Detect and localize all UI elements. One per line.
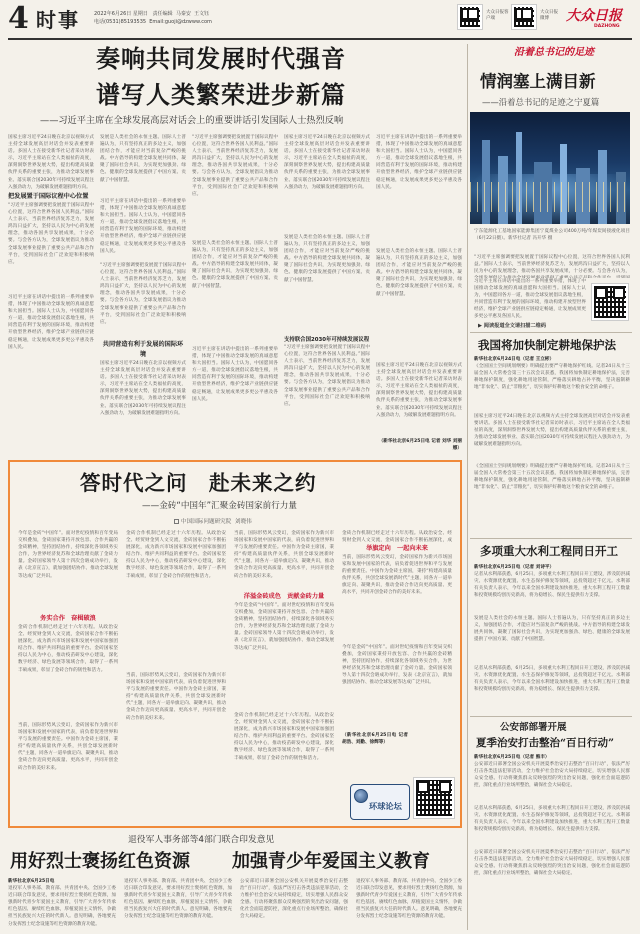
feature-paragraph: 金砖合作机制已经走过十六年历程。从政治安全、经贸财金到人文交流，金砖国家合作不断拓展深化，成为新兴市场国家和发展中国家加强团结合作、维护共同利益的重要平台。金砖国家坚持以人民为中心，推动疫苗研发中心建设，深化数字经济、绿色发展等领域合作，取得了一系列丰硕成果，彰显了金砖合作的韧性和活力。 xyxy=(18,625,118,673)
lead-title-line1: 奏响共同发展时代强音 xyxy=(96,44,346,73)
issue-date: 2022年6月26日 星期日 xyxy=(94,11,148,17)
feature-deck: ——金砖“中国年”汇聚金砖国家前行力量 xyxy=(142,501,297,511)
story3-dateline: 新华社北京6月25日电（记者 熊丰） xyxy=(474,755,550,760)
masthead-meta xyxy=(94,10,212,26)
column-read-more-link[interactable]: ▶ 阅读报道全文请扫描二维码 xyxy=(478,323,547,329)
feature-paragraph: 当前，国际形势风云变幻，金砖国家作为新兴市场国家和发展中国家的代表，肩负着促进世界和平与发展的重要责任。中国作为金砖主席国，秉持“构建高质量伙伴关系，共创全球发展新时代”主题，同各方一道举旗定向、凝聚共识，推动金砖合作迈向更高质量、更高水平，共同开创金砖合作的美好未来。 xyxy=(18,723,118,771)
lead-paragraph: 国家主席习近平24日晚在北京以视频方式主持全球发展高层对话会并发表重要讲话。多国人士在接受新华社记者采访时表示，习近平主席站在全人类福祉的高度，深刻洞察世界发展大势，提出构建高质量伙伴关系的重要主张，为推动全球发展事业、落实联合国2030年可持续发展议程注入强劲动力，为破解发展难题指明方向。 xyxy=(376,363,462,418)
column-deck: ——沿着总书记的足迹之宁夏篇 xyxy=(482,97,600,107)
lead-column-5 xyxy=(376,134,462,454)
page-number: 4 xyxy=(8,1,29,36)
feature-paragraph: 今年是金砖“中国年”。面对世纪疫情和百年变局交织叠加，金砖国家秉持开放包容、合作共赢的金砖精神，坚持团结协作，持续深化各领域务实合作，为世界经济复苏和全球治理贡献了金砖力量。金砖国家领导人第十四次会晤成功举行，发表《北京宣言》，就加强团结协作、推动全球发展等达成广泛共识。 xyxy=(18,531,118,579)
app-label: 大众日报客户端 xyxy=(486,10,509,21)
lead-paragraph: 习近平主席在讲话中提出的一系列重要举措，体现了中国推动全球发展的真诚意愿和大国担当。国际人士认为，中国愿同各方一道，推动全球发展倡议落地生根，共同营造有利于发展的国际环境，推动构建开放型世界经济，维护全球产业链供应链稳定畅通，让发展成果更多更公平惠及各国人民。 xyxy=(8,295,94,350)
lead-byline: （新华社北京6月25日电 记者 刘华 刘丽娜） xyxy=(378,439,462,452)
story3-body xyxy=(474,754,630,930)
editor-label: 责任编辑 xyxy=(152,11,173,17)
story1-rule xyxy=(470,538,632,539)
lead-column-1 xyxy=(8,134,94,454)
column-qr-code[interactable] xyxy=(592,284,628,320)
column-rule xyxy=(470,332,632,333)
bottom-paragraph: 退役军人事务部、教育部、共青团中央、全国少工委近日联合印发意见，要求用好烈士褒扬红色资源，加强新时代青少年爱国主义教育，引导广大青少年传承红色基因、赓续红色血脉，厚植爱国主义情怀，争做担当民族复兴大任的时代新人。意见明确，各地要充分发挥烈士纪念设施等红色资源的教育功能。 xyxy=(356,879,462,920)
designer-name: 王文钰 xyxy=(194,11,210,17)
lead-paragraph: 习近平主席在讲话中提出的一系列重要举措，体现了中国推动全球发展的真诚意愿和大国担当。国际人士认为，中国愿同各方一道，推动全球发展倡议落地生根，共同营造有利于发展的国际环境，推动构建开放型世界经济，维护全球产业链供应链稳定畅通，让发展成果更多更公平惠及各国人民。 xyxy=(376,135,462,190)
feature-qr-code[interactable] xyxy=(414,778,454,818)
feature-paragraph: 当前，国际形势风云变幻，金砖国家作为新兴市场国家和发展中国家的代表，肩负着促进世界和平与发展的重要责任。中国作为金砖主席国，秉持“构建高质量伙伴关系，共创全球发展新时代”主题，同各方一道举旗定向、凝聚共识，推动金砖合作迈向更高质量、更高水平，共同开创金砖合作的美好未来。 xyxy=(126,673,226,721)
feature-column-3 xyxy=(234,530,334,822)
story2-paragraph: 记者从水利部获悉，6月25日，多项重大水利工程同日开工建设，涉及防洪减灾、水资源优化配置、水生态保护修复等领域，总投资超过千亿元。水利部有关负责人表示，今年以来全国水利建设加快推进，重大水利工程开工数量和投资规模均创历史新高，将为稳增长、保民生提供有力支撑。 xyxy=(474,666,630,693)
feature-title: 答时代之问 赴未来之约 xyxy=(80,471,317,495)
industrial-night-photo xyxy=(470,112,630,224)
bottom-column-2 xyxy=(124,878,232,932)
bottom-title-2: 加强青少年爱国主义教育 xyxy=(232,851,430,872)
feature-source-name: 中国国际问题研究院 xyxy=(181,519,232,525)
feature-subhead-3: 举旗定向 一起向未来 xyxy=(366,545,428,552)
source-icon xyxy=(174,519,179,524)
feature-paragraph: 当前，国际形势风云变幻，金砖国家作为新兴市场国家和发展中国家的代表，肩负着促进世界和平与发展的重要责任。中国作为金砖主席国，秉持“构建高质量伙伴关系，共创全球发展新时代”主题，同各方一道举旗定向、凝聚共识，推动金砖合作迈向更高质量、更高水平，共同开创金砖合作的美好未来。 xyxy=(342,555,452,596)
story3-title: 夏季治安打击整治“百日行动” xyxy=(476,737,615,749)
lead-subhead-1: 把发展置于国际议程中心位置 xyxy=(8,193,89,200)
lead-subhead-2: 共同营造有利于发展的国际环境 xyxy=(102,341,184,358)
lead-subhead-3: 支持联合国2030年可持续发展议程 xyxy=(284,337,370,343)
lead-paragraph: 发展是人类社会的永恒主题。国际人士普遍认为，只有坚持真正的多边主义，加强团结合作，才能应对当前复杂严峻的挑战。中方倡导的构建全球发展共同体，凝聚了国际社会共识，为实现更加强劲、绿色、健康的全球发展提供了中国方案、贡献了中国智慧。 xyxy=(284,235,370,283)
story1-body xyxy=(474,356,630,532)
lead-deck: ——习近平主席在全球发展高层对话会上的重要讲话引发国际人士热烈反响 xyxy=(40,115,344,126)
feature-column-1 xyxy=(18,530,118,822)
feature-paragraph: 金砖合作机制已经走过十六年历程。从政治安全、经贸财金到人文交流，金砖国家合作不断拓展深化，成为新兴市场国家和发展中国家加强团结合作、维护共同利益的重要平台。金砖国家坚持以人民为中心，推动疫苗研发中心建设，深化数字经济、绿色发展等领域合作，取得了一系列丰硕成果，彰显了金砖合作的韧性和活力。 xyxy=(234,713,334,761)
masthead-rule xyxy=(8,38,632,40)
lead-paragraph: 发展是人类社会的永恒主题。国际人士普遍认为，只有坚持真正的多边主义，加强团结合作，才能应对当前复杂严峻的挑战。中方倡导的构建全球发展共同体，凝聚了国际社会共识，为实现更加强劲、绿色、健康的全球发展提供了中国方案、贡献了中国智慧。 xyxy=(192,241,278,289)
lead-column-2 xyxy=(100,134,186,454)
feature-subhead-1: 务实合作 奋楫破浪 xyxy=(40,615,96,622)
feature-subhead-4: 洋溢金砖成色 贡献金砖力量 xyxy=(243,593,325,600)
bottom-paragraph: 退役军人事务部、教育部、共青团中央、全国少工委近日联合印发意见，要求用好烈士褒扬红色资源，加强新时代青少年爱国主义教育，引导广大青少年传承红色基因、赓续红色血脉，厚植爱国主义情怀，争做担当民族复兴大任的时代新人。意见明确，各地要充分发挥烈士纪念设施等红色资源的教育功能。 xyxy=(8,886,116,927)
story3-paragraph: 公安部近日部署全国公安机关开展夏季治安打击整治“百日行动”，依法严厉打击各类违法犯罪活动，全力维护社会治安大局持续稳定，切实增强人民群众安全感。行动将聚焦群众反映强烈的突出治安问题，强化社会面巡逻防控，深化重点行业场所整治，确保社会大局稳定。 xyxy=(474,850,630,877)
column-title: 情润塞上满目新 xyxy=(480,72,596,91)
weibo-qr-code[interactable] xyxy=(512,5,536,29)
feature-paragraph: 金砖合作机制已经走过十六年历程。从政治安全、经贸财金到人文交流，金砖国家合作不断拓展深化，成 xyxy=(342,531,452,544)
story2-title: 多项重大水利工程同日开工 xyxy=(480,544,618,558)
bottom-dateline: 新华社北京6月25日电 xyxy=(8,879,55,884)
feature-paragraph: 当前，国际形势风云变幻，金砖国家作为新兴市场国家和发展中国家的代表，肩负着促进世界和平与发展的重要责任。中国作为金砖主席国，秉持“构建高质量伙伴关系，共创全球发展新时代”主题，同各方一道举旗定向、凝聚共识，推动金砖合作迈向更高质量、更高水平，共同开创金砖合作的美好未来。 xyxy=(234,531,334,579)
column-paragraph: “习近平主席强调要把发展置于国际议程中心位置，这符合世界各国人民利益。”国际人士表示，当前世界经济复苏乏力，发展鸿沟日益扩大，坚持以人民为中心的发展理念，推动各国共享发展成果，十分必要。与会各方认为， xyxy=(474,255,630,275)
lead-paragraph: 发展是人类社会的永恒主题。国际人士普遍认为，只有坚持真正的多边主义，加强团结合作，才能应对当前复杂严峻的挑战。中方倡导的构建全球发展共同体，凝聚了国际社会共识，为实现更加强劲、绿色、健康的全球发展提供了中国方案、贡献了中国智慧。 xyxy=(100,135,186,183)
photo-caption: 宁东能源化工基地国家能源集团宁夏煤业公司400万吨/年煤炭间接液化项目（6月22日摄）。新华社记者 冯开华 摄 xyxy=(474,229,630,242)
lead-column-3 xyxy=(192,134,278,454)
feature-seal-text: 环球论坛 xyxy=(369,801,402,811)
lead-paragraph: “习近平主席强调要把发展置于国际议程中心位置，这符合世界各国人民利益。”国际人士表示，当前世界经济复苏乏力，发展鸿沟日益扩大，坚持以人民为中心的发展理念，推动各国共享发展成果，十分必要。与会各方认为，全球发展倡议为推动全球发展事业提供了重要公共产品和合作平台，受到国际社会广泛欢迎和积极响应。 xyxy=(192,135,278,197)
lead-title-line2: 谱写人类繁荣进步新篇 xyxy=(96,80,346,109)
app-qr-code[interactable] xyxy=(458,5,482,29)
column-paragraph: 习近平主席在讲话中提出的一系列重要举措，体现了中国推动全球发展的真诚意愿和大国担当。国际人士认为，中国愿同各方一道，推动全球发展倡议落地生根，共同营造有利于发展的国际环境，推动构建开放型世界经济，维护全球产业链供应链稳定畅通，让发展成果更多更公平惠及各国人民。 xyxy=(474,279,586,320)
bottom-column-1 xyxy=(8,878,116,932)
feature-seal xyxy=(350,784,410,820)
newspaper-logo: 大众日报 xyxy=(566,8,622,24)
story1-paragraph: 《全国国土空间规划纲要》明确提出要严守耕地保护红线。记者24日从十三届全国人大常委会第三十五次会议获悉，我国将加快制定耕地保护法，完善耕地保护制度，强化耕地用途管制，严格落实耕地占补平衡，坚决遏制耕地“非农化”、防止“非粮化”，切实保护好耕地这个粮食安全的命根子。 xyxy=(474,364,630,391)
photo-lights xyxy=(470,182,630,212)
lead-paragraph: 国家主席习近平24日晚在北京以视频方式主持全球发展高层对话会并发表重要讲话。多国人士在接受新华社记者采访时表示，习近平主席站在全人类福祉的高度，深刻洞察世界发展大势，提出构建高质量伙伴关系的重要主张，为推动全球发展事业、落实联合国2030年可持续发展议程注入强劲动力，为破解发展难题指明方向。 xyxy=(284,135,370,190)
lead-paragraph: 国家主席习近平24日晚在北京以视频方式主持全球发展高层对话会并发表重要讲话。多国人士在接受新华社记者采访时表示，习近平主席站在全人类福祉的高度，深刻洞察世界发展大势，提出构建高质量伙伴关系的重要主张，为推动全球发展事业、落实联合国2030年可持续发展议程注入强劲动力，为破解发展难题指明方向。 xyxy=(8,135,94,190)
logo-en: DAZHONG xyxy=(594,24,620,29)
story2-body xyxy=(474,564,630,714)
lead-paragraph: 习近平主席在讲话中提出的一系列重要举措，体现了中国推动全球发展的真诚意愿和大国担当。国际人士认为，中国愿同各方一道，推动全球发展倡议落地生根，共同营造有利于发展的国际环境，推动构建开放型世界经济，维护全球产业链供应链稳定畅通，让发展成果更多更公平惠及各国人民。 xyxy=(100,199,186,254)
lead-column-4 xyxy=(284,134,370,454)
masthead xyxy=(0,0,640,40)
phone: 电话(0531)85193535 xyxy=(94,19,147,25)
feature-author: 刘晓伟 xyxy=(234,519,252,525)
story2-rule xyxy=(470,716,632,717)
feature-source xyxy=(174,517,252,525)
lead-paragraph: “习近平主席强调要把发展置于国际议程中心位置，这符合世界各国人民利益。”国际人士表示，当前世界经济复苏乏力，发展鸿沟日益扩大，坚持以人民为中心的发展理念，推动各国共享发展成果，十分必要。与会各方认为，全球发展倡议为推动全球发展事业提供了重要公共产品和合作平台，受到国际社会广泛欢迎和积极响应。 xyxy=(8,203,94,265)
column-badge: 沿着总书记的足迹 xyxy=(514,47,594,58)
story2-paragraph: 发展是人类社会的永恒主题。国际人士普遍认为，只有坚持真正的多边主义，加强团结合作，才能应对当前复杂严峻的挑战。中方倡导的构建全球发展共同体，凝聚了国际社会共识，为实现更加强劲、绿色、健康的全球发展提供了中国方案、贡献了中国智慧。 xyxy=(474,616,630,643)
bottom-paragraph: 公安部近日部署全国公安机关开展夏季治安打击整治“百日行动”，依法严厉打击各类违法犯罪活动，全力维护社会治安大局持续稳定，切实增强人民群众安全感。行动将聚焦群众反映强烈的突出治安问题，强化社会面巡逻防控，深化重点行业场所整治，确保社会大局稳定。 xyxy=(240,879,348,920)
story1-title: 我国将加快制定耕地保护法 xyxy=(478,338,616,352)
bottom-column-4 xyxy=(356,878,462,932)
story1-dateline: 新华社北京6月24日电（记者 王立彬） xyxy=(474,357,555,362)
email: Email:guoji@dzwww.com xyxy=(149,19,212,25)
bottom-paragraph: 退役军人事务部、教育部、共青团中央、全国少工委近日联合印发意见，要求用好烈士褒扬红色资源，加强新时代青少年爱国主义教育，引导广大青少年传承红色基因、赓续红色血脉，厚植爱国主义情怀，争做担当民族复兴大任的时代新人。意见明确，各地要充分发挥烈士纪念设施等红色资源的教育功能。 xyxy=(124,879,232,920)
section-name: 时事 xyxy=(36,8,80,32)
story3-paragraph: 公安部近日部署全国公安机关开展夏季治安打击整治“百日行动”，依法严厉打击各类违法犯罪活动，全力维护社会治安大局持续稳定，切实增强人民群众安全感。行动将聚焦群众反映强烈的突出治安问题，强化社会面巡逻防控，深化重点行业场所整治，确保社会大局稳定。 xyxy=(474,762,630,789)
lead-paragraph: “习近平主席强调要把发展置于国际议程中心位置，这符合世界各国人民利益。”国际人士表示，当前世界经济复苏乏力，发展鸿沟日益扩大，坚持以人民为中心的发展理念，推动各国共享发展成果，十分必要。与会各方认为，全球发展倡议为推动全球发展事业提供了重要公共产品和合作平台，受到国际社会广泛欢迎和积极响应。 xyxy=(284,345,370,407)
bottom-title-1: 用好烈士褒扬红色资源 xyxy=(10,851,190,872)
bottom-kicker: 退役军人事务部等4部门联合印发意见 xyxy=(128,835,275,845)
feature-paragraph: 今年是金砖“中国年”。面对世纪疫情和百年变局交织叠加，金砖国家秉持开放包容、合作共赢的金砖精神，坚持团结协作，持续深化各领域务实合作，为世界经济复苏和全球治理贡献了金砖力量。金砖国家领导人第十四次会晤成功举行，发表《北京宣言》，就加强团结协作、推动全球发展等达成广泛共识。 xyxy=(342,645,452,686)
lead-paragraph: 国家主席习近平24日晚在北京以视频方式主持全球发展高层对话会并发表重要讲话。多国人士在接受新华社记者采访时表示，习近平主席站在全人类福祉的高度，深刻洞察世界发展大势，提出构建高质量伙伴关系的重要主张，为推动全球发展事业、落实联合国2030年可持续发展议程注入强劲动力，为破解发展难题指明方向。 xyxy=(100,361,186,416)
lead-paragraph: 习近平主席在讲话中提出的一系列重要举措，体现了中国推动全球发展的真诚意愿和大国担当。国际人士认为，中国愿同各方一道，推动全球发展倡议落地生根，共同营造有利于发展的国际环境，推动构建开放型世界经济，维护全球产业链供应链稳定畅通，让发展成果更多更公平惠及各国人民。 xyxy=(192,347,278,402)
feature-column-2 xyxy=(126,530,226,822)
lead-paragraph: “习近平主席强调要把发展置于国际议程中心位置，这符合世界各国人民利益。”国际人士表示，当前世界经济复苏乏力，发展鸿沟日益扩大，坚持以人民为中心的发展理念，推动各国共享发展成果，十分必要。与会各方认为，全球发展倡议为推动全球发展事业提供了重要公共产品和合作平台，受到国际社会广泛欢迎和积极响应。 xyxy=(100,263,186,325)
story3-kicker: 公安部部署开展 xyxy=(500,722,567,733)
column-divider xyxy=(467,44,468,930)
feature-paragraph: 今年是金砖“中国年”。面对世纪疫情和百年变局交织叠加，金砖国家秉持开放包容、合作共赢的金砖精神，坚持团结协作，持续深化各领域务实合作，为世界经济复苏和全球治理贡献了金砖力量。金砖国家领导人第十四次会晤成功举行，发表《北京宣言》，就加强团结协作、推动全球发展等达成广泛共识。 xyxy=(234,603,334,651)
editor-name: 马秦安 xyxy=(175,11,191,17)
feature-box xyxy=(8,460,462,828)
bottom-column-3 xyxy=(240,878,348,932)
story1-paragraph: 《全国国土空间规划纲要》明确提出要严守耕地保护红线。记者24日从十三届全国人大常委会第三十五次会议获悉，我国将加快制定耕地保护法，完善耕地保护制度，强化耕地用途管制，严格落实耕地占补平衡，坚决遏制耕地“非农化”、防止“非粮化”，切实保护好耕地这个粮食安全的命根子。 xyxy=(474,464,630,491)
story2-dateline: 新华社北京6月25日电（记者 刘诗平） xyxy=(474,565,555,570)
story3-paragraph: 记者从水利部获悉，6月25日，多项重大水利工程同日开工建设，涉及防洪减灾、水资源优化配置、水生态保护修复等领域，总投资超过千亿元。水利部有关负责人表示，今年以来全国水利建设加快推进，重大水利工程开工数量和投资规模均创历史新高，将为稳增长、保民生提供有力支撑。 xyxy=(474,806,630,833)
weibo-label: 大众日报微博 xyxy=(540,10,558,21)
lead-paragraph: 发展是人类社会的永恒主题。国际人士普遍认为，只有坚持真正的多边主义，加强团结合作，才能应对当前复杂严峻的挑战。中方倡导的构建全球发展共同体，凝聚了国际社会共识，为实现更加强劲、绿色、健康的全球发展提供了中国方案、贡献了中国智慧。 xyxy=(376,249,462,297)
story2-paragraph: 记者从水利部获悉，6月25日，多项重大水利工程同日开工建设，涉及防洪减灾、水资源优化配置、水生态保护修复等领域，总投资超过千亿元。水利部有关负责人表示，今年以来全国水利建设加快推进，重大水利工程开工数量和投资规模均创历史新高，将为稳增长、保民生提供有力支撑。 xyxy=(474,572,630,599)
feature-paragraph: 金砖合作机制已经走过十六年历程。从政治安全、经贸财金到人文交流，金砖国家合作不断拓展深化，成为新兴市场国家和发展中国家加强团结合作、维护共同利益的重要平台。金砖国家坚持以人民为中心，推动疫苗研发中心建设，深化数字经济、绿色发展等领域合作，取得了一系列丰硕成果，彰显了金砖合作的韧性和活力。 xyxy=(126,531,226,579)
feature-byline: （新华社北京6月25日电 记者 胡浩、刘勤、徐辉等） xyxy=(342,733,408,746)
story1-paragraph: 国家主席习近平24日晚在北京以视频方式主持全球发展高层对话会并发表重要讲话。多国人士在接受新华社记者采访时表示，习近平主席站在全人类福祉的高度，深刻洞察世界发展大势，提出构建高质量伙伴关系的重要主张，为推动全球发展事业、落实联合国2030年可持续发展议程注入强劲动力，为破解发展难题指明方向。 xyxy=(474,414,630,448)
globe-icon xyxy=(354,789,368,803)
